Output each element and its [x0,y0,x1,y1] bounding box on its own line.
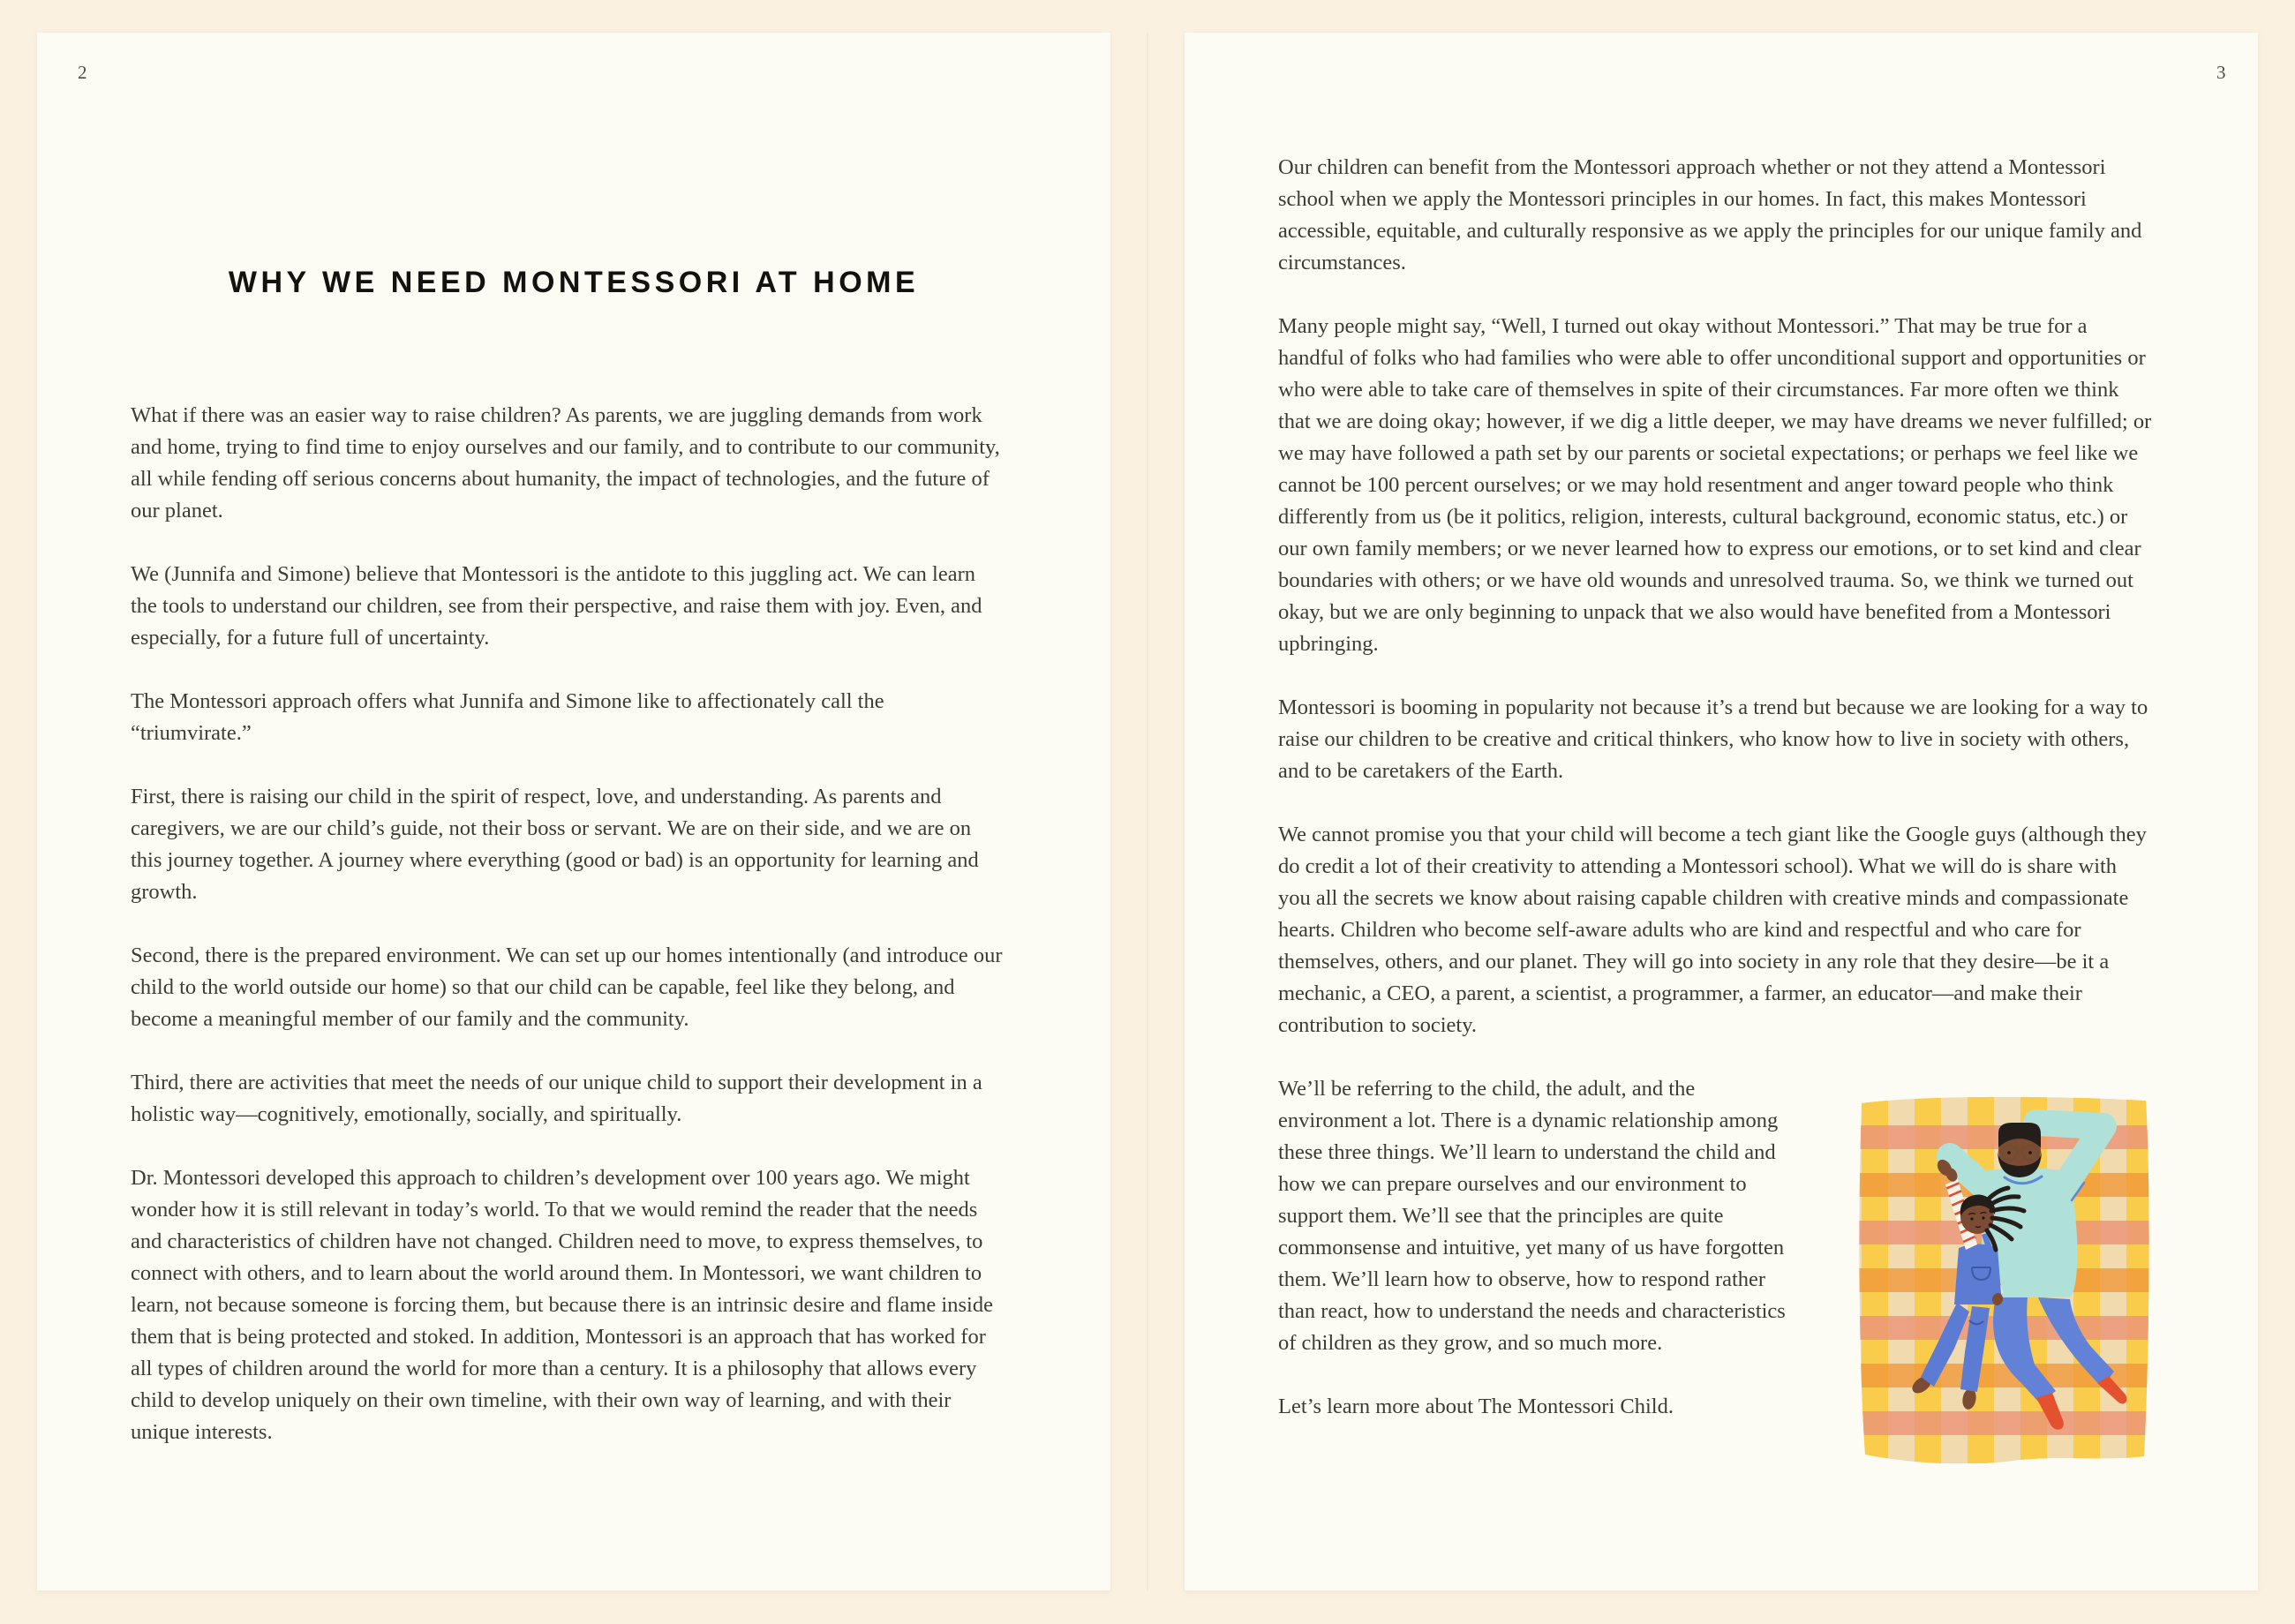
paragraph: Many people might say, “Well, I turned out okay without Montessori.” That may be true for a handful of folks who had families who were able to offer unconditional support and opportunities or who were able to take care of themselves in spite of their circumstances. Far more often we think that we are doing okay; however, if we dig a little deeper, we may have dreams we never fulfilled; or we may have followed a path set by our parents or societal expectations; or perhaps we feel like we cannot be 100 percent ourselves; or we may hold resentment and anger toward people who think differently from us (be it politics, religion, interests, cultural background, economic status, etc.) or our own family members; or we never learned how to express our emotions, or to set kind and clear boundaries with others; or we have old wounds and unresolved trauma. So, we think we turned out okay, but we are only beginning to unpack that we also would have benefited from a Montessori upbringing. [1278,314,2152,656]
closing-paragraph: Let’s learn more about The Montessori Child. [1278,1395,1674,1418]
page-gutter [1147,33,1148,1590]
right-page [1185,33,2258,1590]
paragraph: Second, there is the prepared environment. We can set up our homes intentionally (and introduce our child to the world outside our home) so that our child can be capable, feel like they belong, and become a meaningful member of our family and the community. [131,944,1003,1031]
page-number-left: 2 [78,62,87,83]
paragraph: Montessori is booming in popularity not because it’s a trend but because we are looking for a way to raise our children to be creative and critical thinkers, who know how to live in society with others, and to be caretakers of the Earth. [1278,695,2148,783]
paragraph: We (Junnifa and Simone) believe that Montessori is the antidote to this juggling act. We can learn the tools to understand our children, see from their perspective, and raise them with joy. Even, and especially, for a future full of uncertainty. [131,562,982,650]
family-blanket-svg [1847,1086,2152,1465]
right-page-body [1278,152,2152,1423]
left-page-body [131,400,1005,1448]
paragraph: Dr. Montessori developed this approach to children’s development over 100 years ago. We might wonder how it is still relevant in today’s world. To that we would remind the reader that the needs and characteristics of children have not changed. Children need to move, to express themselves, to connect with others, and to learn about the world around them. In Montessori, we want children to learn, not because someone is forcing them, but because there is an intrinsic desire and flame inside them that is being protected and stoked. In addition, Montessori is an approach that has worked for all types of children around the world for more than a century. It is a philosophy that allows every child to develop uniquely on their own timeline, with their own way of learning, and with their unique interests. [131,1166,993,1444]
left-page [37,33,1110,1590]
paragraph: What if there was an easier way to raise children? As parents, we are juggling demands from work and home, trying to find time to enjoy ourselves and our family, and to contribute to our community, all while fending off serious concerns about humanity, the impact of technologies, and the future of our planet. [131,403,1000,523]
wrap-block [1278,1073,2152,1423]
paragraph: First, there is raising our child in the spirit of respect, love, and understanding. As parents and caregivers, we are our child’s guide, not their boss or servant. We are on their side, and we are on this journey together. A journey where everything (good or bad) is an opportunity for learning and growth. [131,785,979,904]
chapter-heading: WHY WE NEED MONTESSORI AT HOME [228,266,920,299]
paragraph: We’ll be referring to the child, the adult, and the environment a lot. There is a dynamic relationship among these three things. We’ll learn to understand the child and how we can prepare ourselves and our environment to support them. We’ll see that the principles are quite commonsense and intuitive, yet many of us have forgotten them. We’ll learn how to observe, how to respond rather than react, how to understand the needs and characteristics of children as they grow, and so much more. [1278,1077,1786,1355]
paragraph: The Montessori approach offers what Junnifa and Simone like to affectionately call the “triumvirate.” [131,689,884,745]
page-number-right: 3 [2216,62,2226,83]
paragraph: We cannot promise you that your child will become a tech giant like the Google guys (although they do credit a lot of their creativity to attending a Montessori school). What we will do is share with you all the secrets we know about raising capable children with creative minds and compassionate hearts. Children who become self-aware adults who are kind and respectful and who care for themselves, others, and our planet. They will go into society in any role that they desire—be it a mechanic, a CEO, a parent, a scientist, a programmer, a farmer, an educator—and make their contribution to society. [1278,823,2147,1037]
paragraph: Third, there are activities that meet the needs of our unique child to support their development in a holistic way—cognitively, emotionally, socially, and spiritually. [131,1071,982,1126]
family-blanket-illustration [1847,1086,2152,1465]
paragraph: Our children can benefit from the Montessori approach whether or not they attend a Montessori school when we apply the Montessori principles in our homes. In fact, this makes Montessori accessible, equitable, and culturally responsive as we apply the principles for our unique family and circumstances. [1278,155,2142,274]
